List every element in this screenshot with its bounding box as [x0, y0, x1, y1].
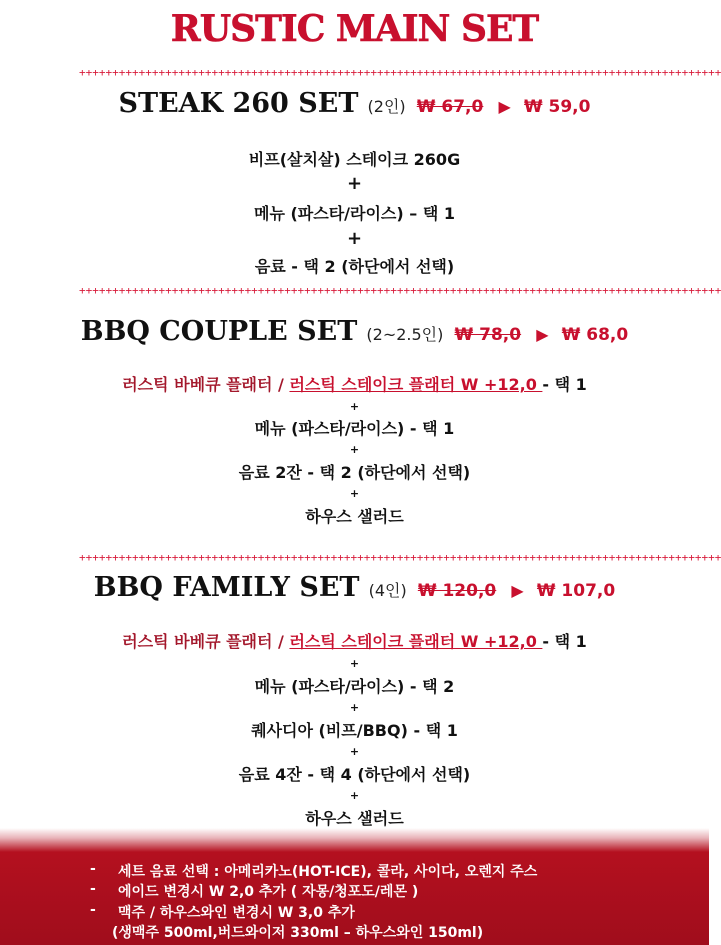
family-set-people: (4인) [368, 581, 407, 600]
arrow-right-icon: ▶ [511, 581, 524, 600]
couple-set-old-price: ₩ 78,0 [454, 325, 522, 345]
footer-line-drink-choice: 세트 음료 선택 : 아메리카노(HOT-ICE), 콜라, 사이다, 오렌지 주스 [118, 864, 538, 880]
footer-line-ade: 에이드 변경시 W 2,0 추가 ( 자몽/청포도/레몬 ) [118, 884, 419, 900]
couple-set-name: BBQ COUPLE SET [80, 316, 358, 347]
steak-item-drink: 음료 - 택 2 (하단에서 선택) [254, 257, 455, 276]
plus-sign: + [349, 789, 360, 802]
bullet-dash: - [90, 861, 96, 877]
steak-item-beef: 비프(살치살) 스테이크 260G [248, 150, 461, 169]
family-platter-option: 러스틱 스테이크 플래터 W +12,0 [289, 632, 543, 651]
footer-line-beer-wine: 맥주 / 하우스와인 변경시 W 3,0 추가 [118, 905, 355, 921]
steak-item-menu: 메뉴 (파스타/라이스) – 택 1 [254, 204, 455, 223]
plus-sign: + [346, 228, 363, 249]
plus-sign: + [349, 745, 360, 758]
plus-sign: + [346, 173, 363, 194]
steak-set-name: STEAK 260 SET [118, 88, 359, 119]
plus-sign: + [349, 400, 360, 413]
plus-sign: + [349, 657, 360, 670]
family-item-platter [0, 629, 709, 652]
steak-set-new-price: ₩ 59,0 [523, 97, 591, 117]
couple-set-header [0, 316, 709, 347]
family-platter-text: 러스틱 바베큐 플래터 / [122, 632, 290, 651]
divider: +++++++++++++++++++++++++++++++++++++++++++++++++++++++++++++++++++++++++++++++++++++++++++++++++ [79, 551, 721, 564]
plus-sign: + [349, 701, 360, 714]
couple-item-drink: 음료 2잔 - 택 2 (하단에서 선택) [238, 463, 471, 482]
family-item-quesadilla: 퀘사디아 (비프/BBQ) - 택 1 [251, 721, 458, 740]
couple-platter-choice: - 택 1 [542, 375, 587, 394]
plus-sign: + [349, 487, 360, 500]
bullet-dash: - [90, 902, 96, 918]
family-set-name: BBQ FAMILY SET [93, 572, 360, 603]
couple-set-people: (2~2.5인) [366, 325, 444, 344]
steak-set-header [0, 88, 709, 119]
family-set-new-price: ₩ 107,0 [536, 581, 616, 601]
couple-item-platter [0, 372, 709, 395]
family-item-drink: 음료 4잔 - 택 4 (하단에서 선택) [238, 765, 471, 784]
footer-line-beer-detail: (생맥주 500ml,버드와이저 330ml – 하우스와인 150ml) [112, 925, 484, 941]
couple-set-new-price: ₩ 68,0 [561, 325, 629, 345]
steak-set-people: (2인) [367, 97, 406, 116]
family-item-salad: 하우스 샐러드 [305, 809, 404, 828]
arrow-right-icon: ▶ [498, 97, 511, 116]
footer-notes [0, 828, 709, 945]
family-item-menu: 메뉴 (파스타/라이스) - 택 2 [254, 677, 455, 696]
family-set-old-price: ₩ 120,0 [417, 581, 497, 601]
page-title: RUSTIC MAIN SET [170, 8, 539, 50]
couple-platter-text: 러스틱 바베큐 플래터 / [122, 375, 290, 394]
couple-item-menu: 메뉴 (파스타/라이스) - 택 1 [254, 419, 455, 438]
family-platter-choice: - 택 1 [542, 632, 587, 651]
divider: +++++++++++++++++++++++++++++++++++++++++++++++++++++++++++++++++++++++++++++++++++++++++++++++++ [79, 66, 721, 79]
divider: +++++++++++++++++++++++++++++++++++++++++++++++++++++++++++++++++++++++++++++++++++++++++++++++++ [79, 284, 721, 297]
bullet-dash: - [90, 881, 96, 897]
steak-set-old-price: ₩ 67,0 [416, 97, 484, 117]
family-set-header [0, 572, 709, 603]
couple-platter-option: 러스틱 스테이크 플래터 W +12,0 [289, 375, 543, 394]
couple-item-salad: 하우스 샐러드 [305, 507, 404, 526]
arrow-right-icon: ▶ [536, 325, 549, 344]
plus-sign: + [349, 443, 360, 456]
